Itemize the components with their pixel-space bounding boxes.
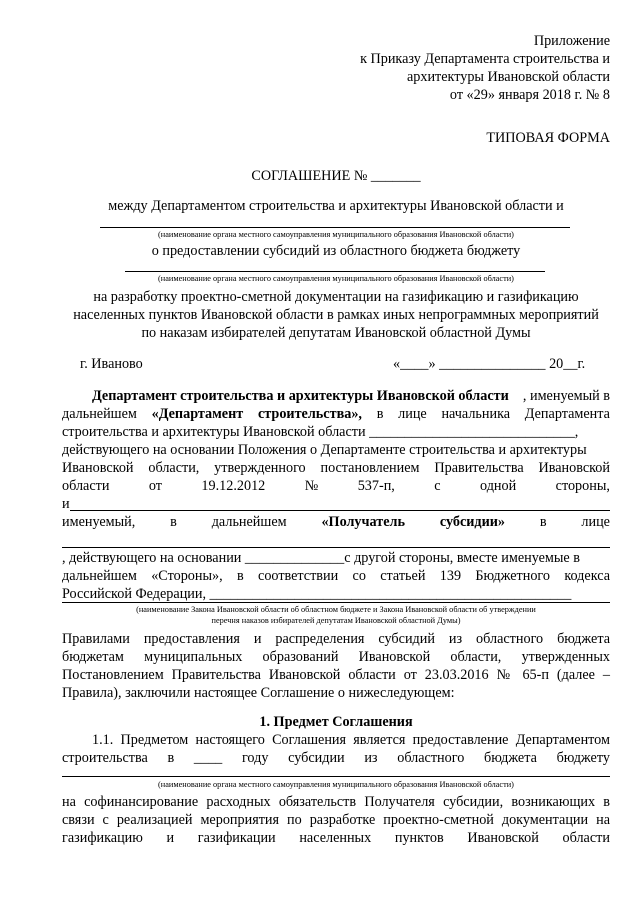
subsidy-line: о предоставлении субсидий из областного бюджета бюджету <box>151 243 521 259</box>
section-organ-note: (наименование органа местного самоуправления муниципального образования Ивановской области) <box>158 780 514 789</box>
parties-between: между Департаментом строительства и архитектуры Ивановской области и <box>108 198 564 214</box>
word: лице <box>581 514 610 530</box>
body-line-12: Российской Федерации, ___________________________________________________ <box>62 586 572 602</box>
word: 537-п, <box>357 478 395 494</box>
body-line-4: действующего на основании Положения о Департаменте строительства и архитектуры <box>62 442 587 458</box>
section-1-line-4 <box>62 793 610 811</box>
word-bold: «Департамент <box>151 406 244 422</box>
section-organ-blank-line <box>62 776 610 777</box>
representative-blank-line <box>62 547 610 548</box>
purpose-line-3: по наказам избирателей депутатам Ивановской областной Думы <box>141 325 531 341</box>
word: Департамента <box>524 406 610 422</box>
word: из <box>364 750 378 766</box>
word: бюджету <box>556 750 610 766</box>
word: 19.12.2012 <box>201 478 266 494</box>
word: начальника <box>441 406 511 422</box>
body-line-5 <box>62 459 610 477</box>
recipient-blank-line <box>70 510 610 511</box>
body-line-14-text: Правилами предоставления и распределения субсидий из областного бюджета <box>62 631 610 647</box>
purpose-line-2: населенных пунктов Ивановской области в рамках иных непрограммных мероприятий <box>73 307 599 323</box>
body-line-11-text: дальнейшем «Стороны», в соответствии со статьей 139 Бюджетного кодекса <box>62 568 610 584</box>
word: областного <box>397 750 465 766</box>
city: г. Иваново <box>80 356 143 372</box>
law-blank-line <box>62 602 610 603</box>
body-line-7: и <box>62 496 70 512</box>
body-line-1-rest: , именуемый в <box>522 388 610 404</box>
body-line-10: , действующего на основании ______________с другой стороны, вместе именуемые в <box>62 550 580 566</box>
word: в <box>376 406 384 422</box>
word: газификации <box>197 830 276 846</box>
body-line-16 <box>62 666 610 684</box>
word: бюджета <box>484 750 537 766</box>
body-line-17: Правила), заключили настоящее Соглашение о нижеследующем: <box>62 685 455 701</box>
word: стороны, <box>555 478 610 494</box>
section-1-line-2 <box>62 749 610 767</box>
section-1-heading: 1. Предмет Соглашения <box>259 714 413 730</box>
date-blank: «____» _______________ 20__г. <box>393 356 586 372</box>
word: ____ <box>193 750 223 766</box>
order-date-number: от «29» января 2018 г. № 8 <box>449 87 610 103</box>
word: области <box>562 830 610 846</box>
department-name: архитектуры Ивановской области <box>406 69 610 85</box>
law-note-1: (наименование Закона Ивановской области об областном бюджете и Закона Ивановской области об утверждении <box>136 605 536 614</box>
body-line-5-text: Ивановской области, утвержденного постановлением Правительства Ивановской <box>62 460 610 476</box>
section-1-line-1-text: 1.1. Предметом настоящего Соглашения является предоставление Департаментом <box>92 732 610 748</box>
body-line-1 <box>92 387 610 405</box>
word: дальнейшем <box>62 406 137 422</box>
organ-name-line <box>100 227 570 228</box>
organ-name-note: (наименование органа местного самоуправления муниципального образования Ивановской области) <box>158 230 514 239</box>
body-line-16-text: Постановлением Правительства Ивановской области от 23.03.2016 № 65-п (далее – <box>62 667 610 683</box>
body-line-3: строительства и архитектуры Ивановской области _____________________________, <box>62 424 579 440</box>
body-line-14 <box>62 630 610 648</box>
agreement-title: СОГЛАШЕНИЕ № _______ <box>251 168 421 184</box>
word-bold: субсидии» <box>439 514 506 530</box>
appendix-label: Приложение <box>533 33 610 49</box>
word: и <box>166 830 175 846</box>
section-1-line-6 <box>62 829 610 847</box>
section-1-line-1 <box>92 731 610 749</box>
purpose-line-1: на разработку проектно-сметной документации на газификацию и газификацию <box>93 289 579 305</box>
word: Ивановской <box>467 830 539 846</box>
section-1-line-4-text: на софинансирование расходных обязательств Получателя субсидии, возникающих в <box>62 794 610 810</box>
word: дальнейшем <box>211 514 287 530</box>
word: населенных <box>299 830 372 846</box>
budget-name-note: (наименование органа местного самоуправления муниципального образования Ивановской области) <box>158 274 514 283</box>
word: в <box>539 514 547 530</box>
word-bold: «Получатель <box>321 514 405 530</box>
order-reference: к Приказу Департамента строительства и <box>360 51 610 67</box>
body-line-15 <box>62 648 610 666</box>
word: области <box>62 478 110 494</box>
department-bold-name: Департамент строительства и архитектуры Ивановской области <box>92 388 509 404</box>
word: одной <box>480 478 517 494</box>
word: от <box>148 478 162 494</box>
word: субсидии <box>288 750 345 766</box>
word-bold: строительства», <box>257 406 362 422</box>
word: пунктов <box>394 830 444 846</box>
body-line-8 <box>62 513 610 531</box>
word: в <box>170 514 177 530</box>
word: именуемый, <box>62 514 136 530</box>
law-note-2: перечня наказов избирателей депутатам Ивановской областной Думы) <box>211 616 461 625</box>
word: строительства <box>62 750 148 766</box>
word: лице <box>398 406 427 422</box>
budget-name-line <box>125 271 545 272</box>
word: году <box>241 750 269 766</box>
body-line-2 <box>62 405 610 423</box>
form-type: ТИПОВАЯ ФОРМА <box>486 130 610 146</box>
body-line-11 <box>62 567 610 585</box>
word: газификацию <box>62 830 143 846</box>
word: с <box>434 478 441 494</box>
word: № <box>304 478 319 494</box>
body-line-15-text: бюджетам муниципальных образований Ивановской области, утвержденных <box>62 649 610 665</box>
section-1-line-5-text: связи с реализацией мероприятия по разработке проектно-сметной документации на <box>62 812 610 828</box>
body-line-6 <box>62 477 610 495</box>
word: в <box>167 750 175 766</box>
section-1-line-5 <box>62 811 610 829</box>
